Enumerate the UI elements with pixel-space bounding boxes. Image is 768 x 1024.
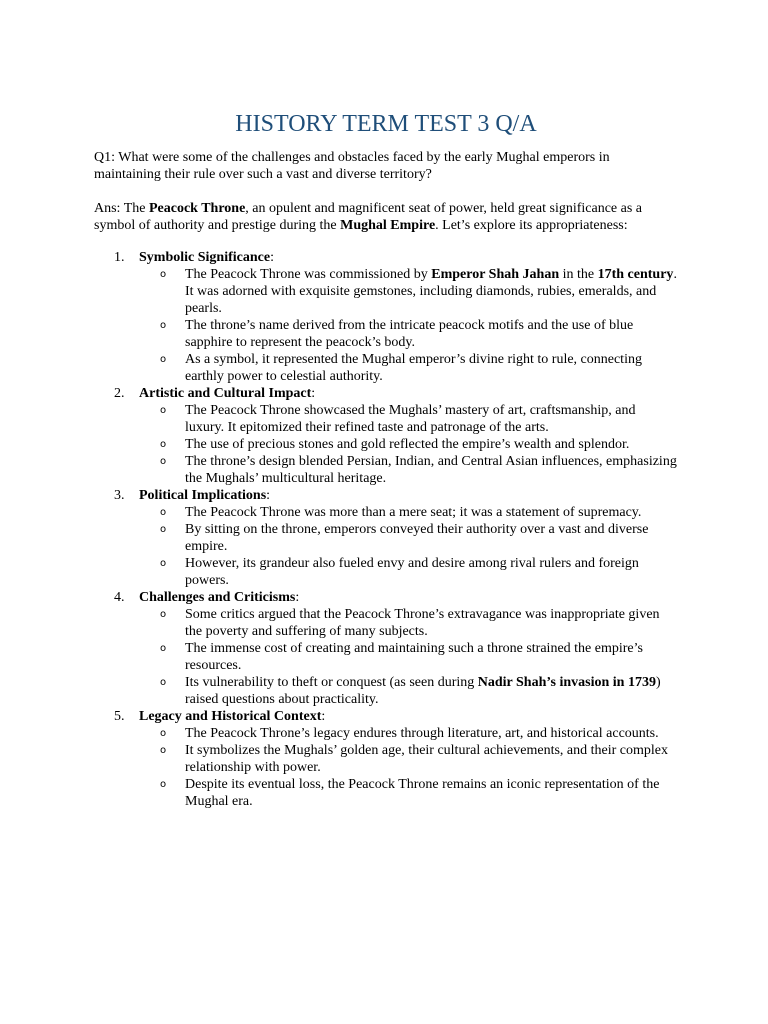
bullet-item [139,504,678,521]
hollow-bullet-icon: o [160,728,167,739]
bullet-item [139,521,678,555]
text-run: The immense cost of creating and maintaining such a throne strained the empire’s resources. [185,641,643,673]
bullet-list [139,606,678,708]
section-heading: Symbolic Significance [139,250,271,265]
bullet-item [139,266,678,317]
text-run: Its vulnerability to theft or conquest (as seen during [185,675,478,690]
bullet-item [139,674,678,708]
hollow-bullet-icon: o [160,643,167,654]
section-heading-colon: : [321,709,326,724]
question-text: Q1: What were some of the challenges and obstacles faced by the early Mughal emperors in maintaining their rule over such a vast and diverse territory? [94,150,610,182]
text-run: As a symbol, it represented the Mughal emperor’s divine right to rule, connecting earthly power to celestial authority. [185,352,642,384]
section-heading: Legacy and Historical Context [139,709,322,724]
text-run: . It was adorned with exquisite gemstones, including diamonds, rubies, emeralds, and pearls. [185,267,677,316]
bold-text-run: Emperor Shah Jahan [431,267,560,282]
bullet-item [139,351,678,385]
page-title: HISTORY TERM TEST 3 Q/A [235,111,537,137]
bullet-item [139,606,678,640]
bullet-item [139,776,678,810]
section-heading-colon: : [270,250,274,265]
text-run: ) raised questions about practicality. [185,675,661,707]
text-run: The use of precious stones and gold reflected the empire’s wealth and splendor. [185,437,630,452]
bullet-list [139,504,678,589]
hollow-bullet-icon: o [160,269,167,280]
bold-text-run: 17th century [597,267,674,282]
text-run: However, its grandeur also fueled envy and desire among rival rulers and foreign powers. [185,556,639,588]
hollow-bullet-icon: o [160,354,167,365]
text-run: Some critics argued that the Peacock Throne’s extravagance was inappropriate given the poverty and suffering of many subjects. [185,607,660,639]
hollow-bullet-icon: o [160,405,167,416]
text-run: The throne’s design blended Persian, Indian, and Central Asian influences, emphasizing the Mughals’ multicultural heritage. [185,454,677,486]
bullet-list [139,266,678,385]
bold-text-run: Peacock Throne [148,201,246,216]
text-run: It symbolizes the Mughals’ golden age, their cultural achievements, and their complex relationship with power. [185,743,668,775]
section-heading-colon: : [266,488,271,503]
text-run: The throne’s name derived from the intricate peacock motifs and the use of blue sapphire to represent the peacock’s body. [185,318,634,350]
text-run: The Peacock Throne’s legacy endures through literature, art, and historical accounts. [185,726,659,741]
hollow-bullet-icon: o [160,439,167,450]
bold-text-run: Nadir Shah’s invasion in 1739 [477,675,656,690]
text-run: Despite its eventual loss, the Peacock Throne remains an iconic representation of the Mughal era. [185,777,660,809]
section-heading: Artistic and Cultural Impact [139,386,312,401]
hollow-bullet-icon: o [160,507,167,518]
section-item [94,385,678,487]
bullet-item [139,555,678,589]
hollow-bullet-icon: o [160,745,167,756]
bullet-list [139,402,678,487]
hollow-bullet-icon: o [160,677,167,688]
bullet-item [139,402,678,436]
bold-text-run: Mughal Empire [340,218,436,233]
bullet-item [139,453,678,487]
section-heading-colon: : [311,386,316,401]
section-item [94,249,678,385]
bullet-item [139,436,678,453]
text-run: The Peacock Throne was more than a mere seat; it was a statement of supremacy. [185,505,642,520]
text-run: By sitting on the throne, emperors conveyed their authority over a vast and diverse empire. [185,522,649,554]
section-item [94,487,678,589]
section-list [94,249,678,810]
section-item [94,589,678,708]
bullet-list [139,725,678,810]
bullet-item [139,640,678,674]
section-number: 4. [114,590,125,605]
section-item [94,708,678,810]
hollow-bullet-icon: o [160,524,167,535]
text-run: , an opulent and magnificent seat of power, held great significance as a symbol of authority and prestige during the [94,201,643,233]
bullet-item [139,725,678,742]
answer-intro [94,200,678,234]
text-run: in the [559,267,598,282]
hollow-bullet-icon: o [160,320,167,331]
bullet-item [139,317,678,351]
section-heading: Challenges and Criticisms [139,590,296,605]
hollow-bullet-icon: o [160,456,167,467]
text-run: . Let’s explore its appropriateness: [435,218,628,233]
bullet-item [139,742,678,776]
text-run: The Peacock Throne was commissioned by [185,267,432,282]
hollow-bullet-icon: o [160,609,167,620]
section-heading-colon: : [295,590,300,605]
text-run: Ans: The [94,201,149,216]
hollow-bullet-icon: o [160,779,167,790]
hollow-bullet-icon: o [160,558,167,569]
section-number: 1. [114,250,125,265]
text-run: The Peacock Throne showcased the Mughals’ mastery of art, craftsmanship, and luxury. It epitomized their refined taste and patronage of the arts. [185,403,636,435]
section-number: 3. [114,488,125,503]
section-number: 5. [114,709,125,724]
section-number: 2. [114,386,125,401]
section-heading: Political Implications [139,488,267,503]
